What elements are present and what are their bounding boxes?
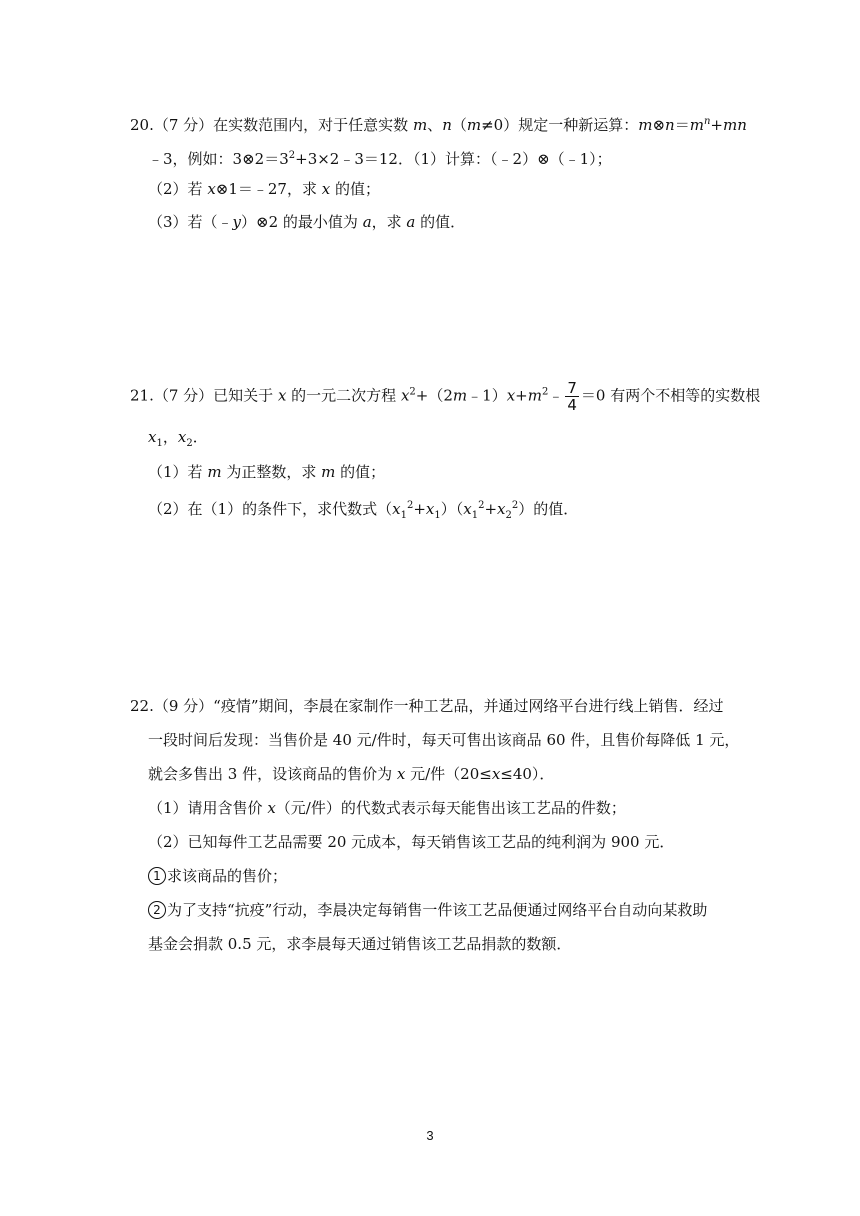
q20-line1: 20.（7 分）在实数范围内，对于任意实数 m、n（m≠0）规定一种新运算：$m\otimes n=m^n+mn$	[130, 116, 747, 134]
circled-two-marker: 2	[148, 901, 166, 919]
circled-one-marker: 1	[148, 867, 166, 885]
q22-sub2-line2: 基金会捐款 0.5 元，求李晨每天通过销售该工艺品捐款的数额．	[148, 935, 572, 953]
q21-roots: $x_1$，$x_2$．	[148, 428, 208, 449]
q22-sub1: 1 求该商品的售价；	[148, 866, 287, 886]
q22-line3: 就会多售出 3 件，设该商品的售价为 x 元/件（20≤x≤40）．	[148, 765, 555, 783]
q20-part3: （3）若（﹣y）⊗2 的最小值为 a，求 a 的值．	[148, 213, 466, 231]
q21-part1: （1）若 m 为正整数，求 m 的值；	[148, 463, 386, 481]
fraction-seven-fourths: $\frac{7}{4}$	[567, 379, 577, 414]
q22-part2: （2）已知每件工艺品需要 20 元成本，每天销售该工艺品的纯利润为 900 元．	[148, 833, 675, 851]
q22-part1: （1）请用含售价 x（元/件）的代数式表示每天能售出该工艺品的件数；	[148, 799, 626, 817]
q20-line2: ﹣3，例如：$3\otimes 2=3^2+3\times 2﹣3=12$．（1）计算：（﹣2）⊗（﹣1）；	[148, 150, 612, 168]
q21-part2: （2）在（1）的条件下，求代数式$(x_1^2+x_1)(x_1^2+x_2^2)$的值．	[148, 500, 579, 521]
q21-line1: 21.（7 分）已知关于 x 的一元二次方程 $x^2+(2m﹣1)x+m^2﹣$ $\frac{7}{4}$ ＝0 有两个不相等的实数根	[130, 379, 761, 414]
q22-line2: 一段时间后发现：当售价是 40 元/件时，每天可售出该商品 60 件，且售价每降低 1 元，	[148, 731, 740, 749]
q20-part2: （2）若 x⊗1＝﹣27，求 x 的值；	[148, 180, 380, 198]
q22-sub2: 2 为了支持“抗疫”行动，李晨决定每销售一件该工艺品便通过网络平台自动向某救助	[148, 900, 707, 920]
page-number: 3	[426, 1128, 434, 1143]
q22-line1: 22.（9 分）“疫情”期间，李晨在家制作一种工艺品，并通过网络平台进行线上销售．经过	[130, 697, 724, 715]
